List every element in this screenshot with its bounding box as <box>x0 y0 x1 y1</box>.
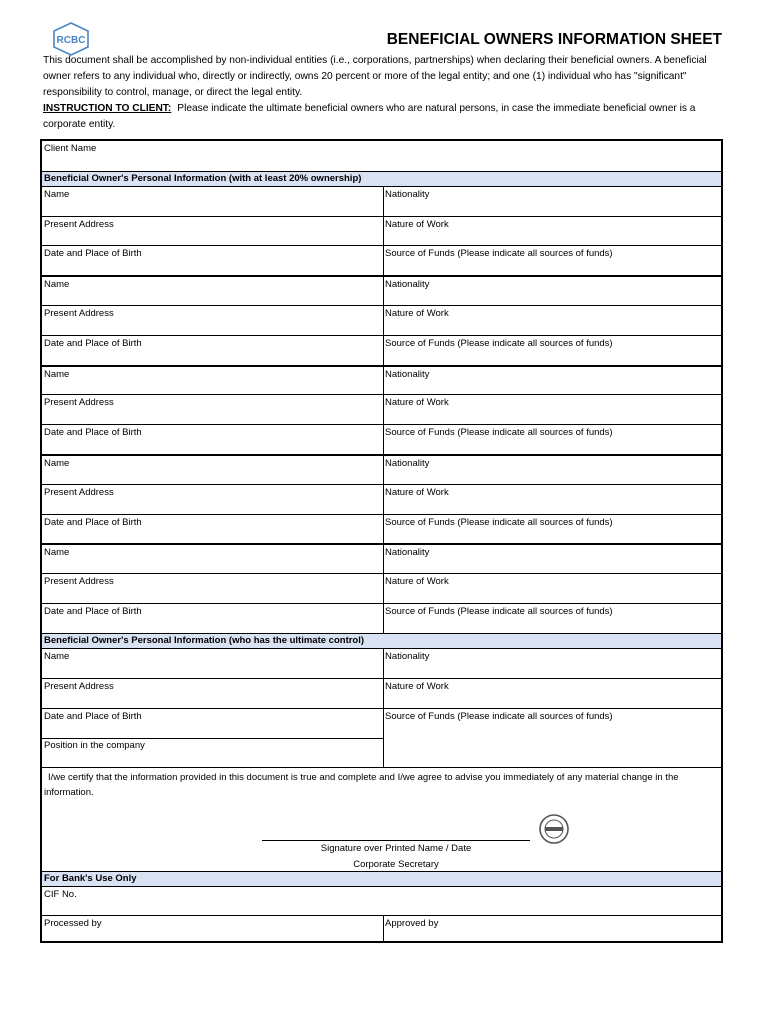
position-divider <box>42 738 383 739</box>
nature-of-work-label: Nature of Work <box>385 681 449 692</box>
owner-1-row-name <box>42 186 721 216</box>
owner-1-row-birth <box>42 245 721 275</box>
nationality-label: Nationality <box>385 279 430 290</box>
nature-of-work-label: Nature of Work <box>385 219 449 230</box>
client-name-label: Client Name <box>44 143 97 154</box>
position-label: Position in the company <box>44 740 145 751</box>
signatory-title: Corporate Secretary <box>353 859 439 870</box>
present-address-label: Present Address <box>44 397 114 408</box>
nationality-label: Nationality <box>385 547 430 558</box>
section-ownership-header-text: Beneficial Owner's Personal Information (with at least 20% ownership) <box>44 173 362 184</box>
control-row-birth <box>42 708 721 738</box>
owner-2-row-address <box>42 305 721 335</box>
birth-label: Date and Place of Birth <box>44 427 142 438</box>
column-divider-bank <box>383 915 384 941</box>
source-of-funds-label: Source of Funds (Please indicate all sources of funds) <box>385 517 613 528</box>
bank-use-header-text: For Bank's Use Only <box>44 873 137 884</box>
client-name-input[interactable] <box>42 153 721 171</box>
signature-label: Signature over Printed Name / Date <box>320 843 472 854</box>
name-label: Name <box>44 651 70 662</box>
nature-of-work-label: Nature of Work <box>385 397 449 408</box>
birth-label: Date and Place of Birth <box>44 711 142 722</box>
owner-4-row-birth <box>42 514 721 543</box>
nationality-label: Nationality <box>385 458 430 469</box>
owner-5-row-birth <box>42 603 721 633</box>
present-address-label: Present Address <box>44 576 114 587</box>
birth-label: Date and Place of Birth <box>44 517 142 528</box>
beneficial-owners-form <box>40 139 723 943</box>
instruction-paragraph <box>43 101 728 133</box>
birth-label: Date and Place of Birth <box>44 338 142 349</box>
present-address-label: Present Address <box>44 308 114 319</box>
nationality-label: Nationality <box>385 651 430 662</box>
birth-label: Date and Place of Birth <box>44 606 142 617</box>
owner-3-row-name <box>42 365 721 394</box>
processed-approved-row <box>42 915 721 941</box>
control-row-address <box>42 678 721 708</box>
owner-4-row-name <box>42 454 721 484</box>
owner-2-row-birth <box>42 335 721 365</box>
approved-by-label: Approved by <box>385 918 439 929</box>
nationality-label: Nationality <box>385 189 430 200</box>
source-of-funds-label: Source of Funds (Please indicate all sources of funds) <box>385 606 613 617</box>
source-of-funds-label: Source of Funds (Please indicate all sources of funds) <box>385 427 613 438</box>
source-of-funds-label: Source of Funds (Please indicate all sources of funds) <box>385 338 613 349</box>
owner-3-row-address <box>42 394 721 424</box>
owner-1-row-address <box>42 216 721 245</box>
signature-line[interactable] <box>262 840 530 841</box>
nationality-label: Nationality <box>385 369 430 380</box>
present-address-label: Present Address <box>44 487 114 498</box>
name-label: Name <box>44 279 70 290</box>
owner-5-row-name <box>42 543 721 573</box>
owner-3-row-birth <box>42 424 721 454</box>
name-label: Name <box>44 458 70 469</box>
present-address-label: Present Address <box>44 219 114 230</box>
section-ownership-header <box>42 171 721 186</box>
name-label: Name <box>44 547 70 558</box>
section-control-header-text: Beneficial Owner's Personal Information (who has the ultimate control) <box>44 635 365 646</box>
rcbc-logo <box>50 22 92 56</box>
logo-text: RCBC <box>56 35 86 46</box>
name-label: Name <box>44 369 70 380</box>
present-address-label: Present Address <box>44 681 114 692</box>
processed-by-label: Processed by <box>44 918 102 929</box>
bank-use-header <box>42 871 721 886</box>
owner-2-row-name <box>42 275 721 305</box>
name-label: Name <box>44 189 70 200</box>
certification-text: I/we certify that the information provided in this document is true and complete and I/we agree to advise you immediately of any material change in the information. <box>44 772 679 798</box>
page-title: BENEFICIAL OWNERS INFORMATION SHEET <box>386 31 722 48</box>
cif-row <box>42 886 721 915</box>
birth-label: Date and Place of Birth <box>44 248 142 259</box>
nature-of-work-label: Nature of Work <box>385 308 449 319</box>
control-row-name <box>42 648 721 678</box>
nature-of-work-label: Nature of Work <box>385 487 449 498</box>
column-divider-control <box>383 648 384 767</box>
owner-5-row-address <box>42 573 721 603</box>
source-of-funds-label: Source of Funds (Please indicate all sources of funds) <box>385 248 613 259</box>
nature-of-work-label: Nature of Work <box>385 576 449 587</box>
cif-label: CIF No. <box>44 889 77 900</box>
owner-4-row-address <box>42 484 721 514</box>
signature-verified-stamp-icon <box>538 813 570 845</box>
instruction-label: INSTRUCTION TO CLIENT: <box>43 103 172 114</box>
column-divider-owners <box>383 186 384 633</box>
source-of-funds-label: Source of Funds (Please indicate all sources of funds) <box>385 711 613 722</box>
instruction-text: Please indicate the ultimate beneficial owners who are natural persons, in case the immediate beneficial owner is a corporate entity. <box>43 103 696 130</box>
section-control-header <box>42 633 721 648</box>
intro-paragraph: This document shall be accomplished by non-individual entities (i.e., corporations, partnerships) when declaring their beneficial owners. A beneficial owner refers to any individual who, directly or indirectly, owns 20 percent or more of the legal entity; and one (1) individual who has "significant" responsibility to control, manage, or direct the legal entity. <box>43 55 707 98</box>
